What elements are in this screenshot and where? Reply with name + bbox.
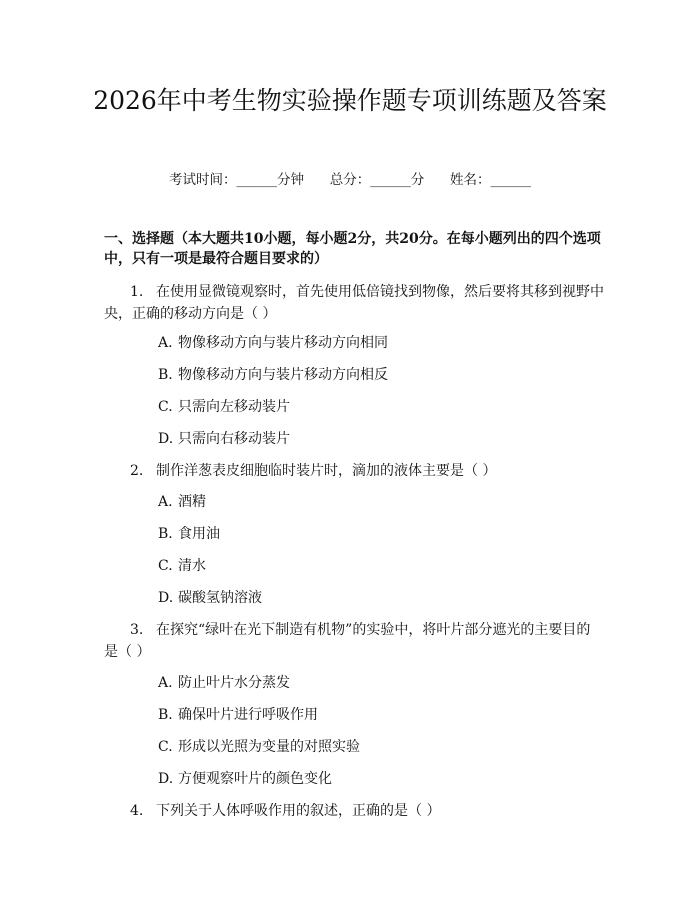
option-label: C.	[158, 558, 173, 574]
option-text: 只需向左移动装片	[178, 399, 290, 415]
time-label: 考试时间：	[169, 172, 237, 188]
option-label: D.	[158, 771, 174, 787]
option-2b	[158, 524, 220, 544]
option-text: 酒精	[178, 494, 206, 510]
option-text: 只需向右移动装片	[178, 431, 290, 447]
exam-meta-line	[0, 168, 700, 188]
option-label: C.	[158, 399, 173, 415]
option-text: 防止叶片水分蒸发	[178, 675, 290, 691]
question-1	[104, 281, 604, 325]
option-2c	[158, 556, 206, 576]
option-3c	[158, 737, 360, 757]
option-label: B.	[158, 526, 173, 542]
option-3b	[158, 705, 318, 725]
option-text: 确保叶片进行呼吸作用	[178, 707, 318, 723]
score-blank: ______	[370, 172, 411, 188]
option-text: 物像移动方向与装片移动方向相反	[178, 367, 388, 383]
question-number: 4.	[130, 803, 144, 819]
option-text: 方便观察叶片的颜色变化	[178, 771, 332, 787]
option-text: 碳酸氢钠溶液	[178, 590, 262, 606]
question-number: 3.	[130, 622, 144, 638]
question-3	[104, 619, 604, 663]
question-number: 2.	[130, 463, 144, 479]
option-text: 物像移动方向与装片移动方向相同	[178, 335, 388, 351]
question-text: 下列关于人体呼吸作用的叙述，正确的是（ ）	[156, 803, 441, 819]
option-2d	[158, 588, 262, 608]
option-label: D.	[158, 590, 174, 606]
option-1d	[158, 429, 290, 449]
option-text: 形成以光照为变量的对照实验	[178, 739, 360, 755]
question-4	[104, 800, 604, 822]
score-label: 总分：	[329, 172, 371, 188]
option-label: A.	[158, 675, 173, 691]
option-2a	[158, 492, 206, 512]
option-text: 清水	[178, 558, 206, 574]
option-label: D.	[158, 431, 174, 447]
question-text: 在探究“绿叶在光下制造有机物”的实验中，将叶片部分遮光的主要目的是（ ）	[104, 622, 591, 660]
option-label: C.	[158, 739, 173, 755]
question-number: 1.	[130, 284, 144, 300]
section-heading: 一、选择题（本大题共10小题，每小题2分，共20分。在每小题列出的四个选项中，只有一项是最符合题目要求的）	[104, 231, 601, 267]
option-1a	[158, 333, 388, 353]
question-2	[104, 460, 604, 482]
option-1b	[158, 365, 388, 385]
option-label: B.	[158, 367, 173, 383]
name-blank: ______	[490, 172, 531, 188]
option-text: 食用油	[178, 526, 220, 542]
score-unit: 分	[410, 172, 425, 188]
option-1c	[158, 397, 290, 417]
option-label: A.	[158, 494, 173, 510]
option-3a	[158, 673, 290, 693]
name-label: 姓名：	[450, 172, 491, 188]
time-blank: ______	[236, 172, 277, 188]
option-label: A.	[158, 335, 173, 351]
document-title: 2026年中考生物实验操作题专项训练题及答案	[93, 86, 607, 115]
question-text: 制作洋葱表皮细胞临时装片时，滴加的液体主要是（ ）	[156, 463, 497, 479]
time-unit: 分钟	[277, 172, 304, 188]
option-3d	[158, 769, 332, 789]
option-label: B.	[158, 707, 173, 723]
question-text: 在使用显微镜观察时，首先使用低倍镜找到物像，然后要将其移到视野中央，正确的移动方向是（ ）	[104, 284, 604, 322]
